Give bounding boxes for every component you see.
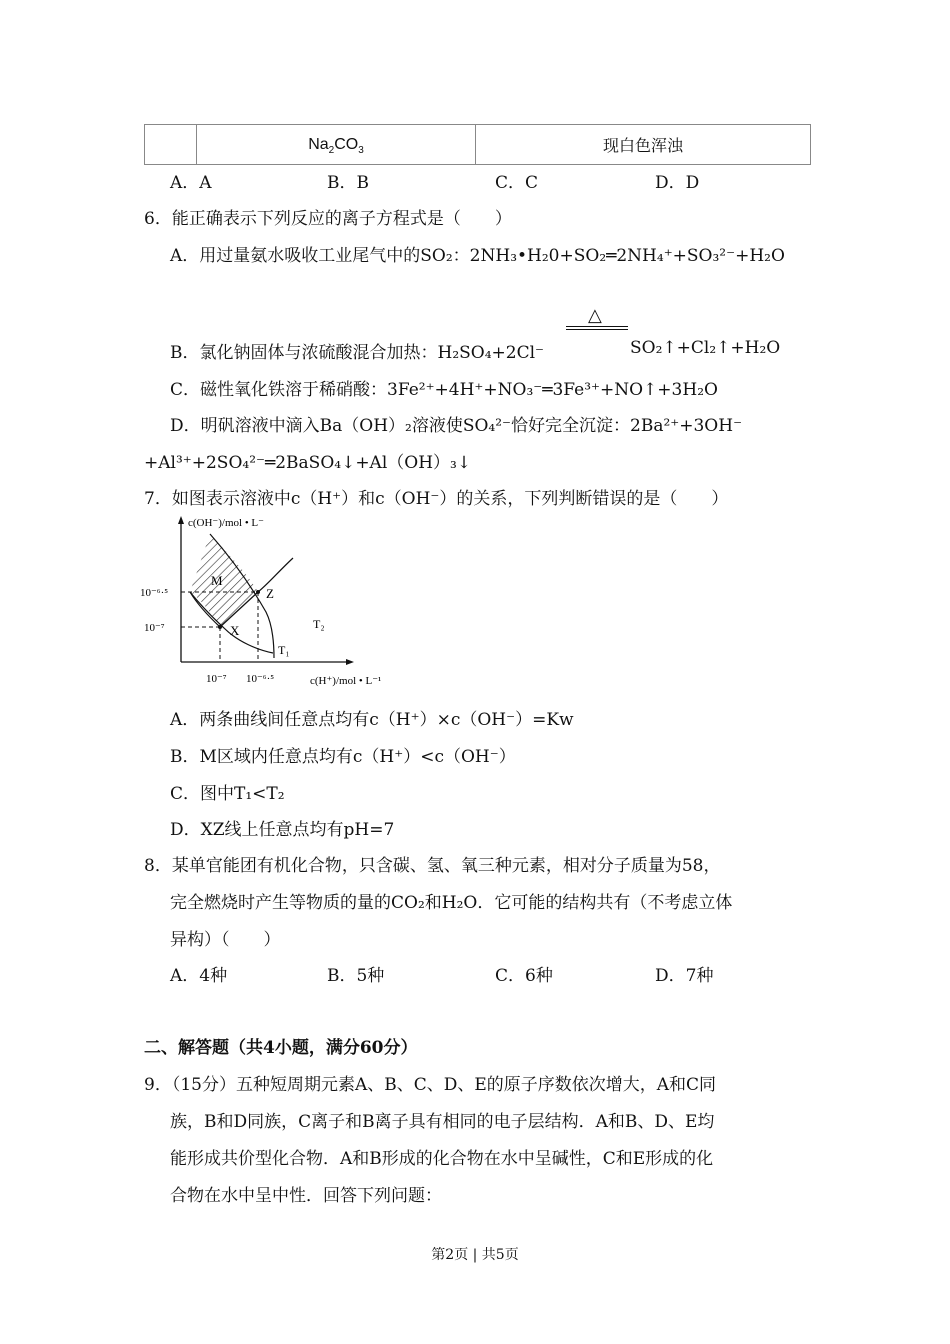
q6-option-d-line1: D．明矾溶液中滴入Ba（OH）₂溶液使SO₄²⁻恰好完全沉淀：2Ba²⁺+3OH⁻ (170, 416, 743, 436)
table-cell-empty (145, 125, 197, 165)
x-tick-65: 10⁻⁶·⁵ (246, 673, 275, 685)
q8-line3: 异构）（ ） (170, 930, 281, 950)
q5-option-b: B．B (327, 173, 369, 193)
q5-option-d: D．D (655, 173, 700, 193)
q7-option-a: A．两条曲线间任意点均有c（H⁺）×c（OH⁻）=Kw (170, 710, 574, 730)
kw-graph (138, 512, 398, 692)
q9-line4: 合物在水中呈中性．回答下列问题： (170, 1186, 442, 1206)
y-tick-7: 10⁻⁷ (144, 622, 165, 634)
label-t1: T₁ (278, 643, 290, 657)
point-x (218, 625, 222, 629)
q8-line2: 完全燃烧时产生等物质的量的CO₂和H₂O．它可能的结构共有（不考虑立体 (170, 893, 733, 913)
x-axis-label: c(H⁺)/mol • L⁻¹ (310, 675, 382, 687)
q8-option-d: D．7种 (655, 966, 714, 986)
x-tick-7: 10⁻⁷ (206, 673, 227, 685)
table-cell-reagent: $Na_2CO_3$ (197, 125, 476, 165)
q8-option-c: C．6种 (495, 966, 553, 986)
q7-option-b: B．M区域内任意点均有c（H⁺）<c（OH⁻） (170, 747, 516, 767)
m-region (190, 534, 258, 627)
q9-line1: 9．（15分）五种短周期元素A、B、C、D、E的原子序数依次增大，A和C同 (144, 1075, 717, 1095)
answer-table-row (144, 124, 811, 165)
y-axis-label: c(OH⁻)/mol • L⁻ (188, 517, 264, 529)
q6-option-b-products: SO₂↑+Cl₂↑+H₂O (630, 338, 781, 358)
q5-option-c: C．C (495, 173, 539, 193)
q6-option-c: C．磁性氧化铁溶于稀硝酸：3Fe²⁺+4H⁺+NO₃⁻═3Fe³⁺+NO↑+3H₂O (170, 380, 718, 400)
point-z (256, 590, 260, 594)
y-tick-65: 10⁻⁶·⁵ (140, 587, 169, 599)
q9-line2: 族，B和D同族，C离子和B离子具有相同的电子层结构．A和B、D、E均 (170, 1112, 715, 1132)
q7-option-c: C．图中T₁<T₂ (170, 784, 285, 804)
q6-option-b: B．氯化钠固体与浓硫酸混合加热：H₂SO₄+2Cl⁻ (170, 343, 545, 363)
table-cell-phenomenon: 现白色浑浊 (476, 125, 811, 165)
q7-stem: 7．如图表示溶液中c（H⁺）和c（OH⁻）的关系，下列判断错误的是（ ） (144, 489, 729, 509)
label-m: M (211, 573, 223, 588)
label-x: X (230, 623, 240, 638)
q6-stem: 6．能正确表示下列反应的离子方程式是（ ） (144, 209, 512, 229)
equals-bar (566, 326, 628, 330)
y-axis-arrow-icon (178, 516, 184, 524)
curve-t2 (258, 558, 293, 592)
q8-option-a: A．4种 (170, 966, 228, 986)
x-axis-arrow-icon (346, 659, 354, 665)
q9-line3: 能形成共价型化合物．A和B形成的化合物在水中呈碱性，C和E形成的化 (170, 1149, 714, 1169)
q6-option-a: A．用过量氨水吸收工业尾气中的SO₂：2NH₃•H₂0+SO₂═2NH₄⁺+SO₃²⁻+H₂O (170, 246, 785, 266)
label-z: Z (266, 586, 274, 601)
label-t2: T₂ (313, 617, 325, 631)
section-heading: 二、解答题（共4小题，满分60分） (144, 1038, 418, 1058)
q8-option-b: B．5种 (327, 966, 385, 986)
page-footer: 第2页 | 共5页 (431, 1247, 519, 1263)
heat-triangle-icon: △ (588, 305, 602, 326)
q5-option-a: A．A (170, 173, 212, 193)
q7-option-d: D．XZ线上任意点均有pH=7 (170, 820, 395, 840)
q6-option-d-line2: +Al³⁺+2SO₄²⁻═2BaSO₄↓+Al（OH）₃↓ (144, 453, 472, 473)
q8-line1: 8．某单官能团有机化合物，只含碳、氢、氧三种元素，相对分子质量为58， (144, 856, 721, 876)
